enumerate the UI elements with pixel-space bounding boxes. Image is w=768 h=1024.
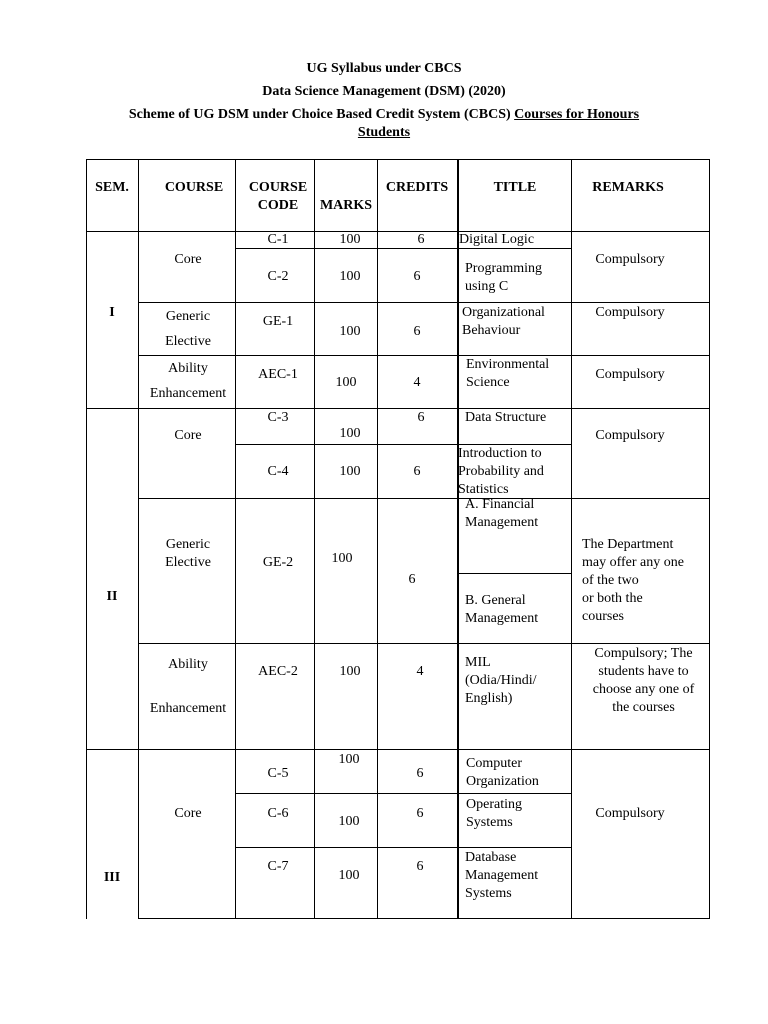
course-code: AEC-2: [258, 664, 298, 679]
marks: 100: [339, 464, 361, 479]
sem-label: II: [106, 589, 118, 604]
marks: 100: [339, 324, 361, 339]
course-title: Operating Systems: [466, 797, 522, 830]
marks: 100: [339, 664, 361, 679]
remarks: Compulsory: [595, 305, 665, 320]
column-divider: [86, 159, 87, 919]
document-subtitle: Data Science Management (DSM) (2020): [262, 84, 506, 99]
header-course-code: COURSE CODE: [248, 180, 308, 213]
course-type: Generic Elective: [165, 537, 211, 570]
remarks: Compulsory; The students have to choose any one of the courses: [592, 646, 695, 715]
scheme-heading: [0, 107, 768, 123]
course-type: Generic Elective: [165, 309, 211, 349]
marks: 100: [339, 232, 361, 247]
header-course: COURSE: [164, 180, 224, 195]
course-title: Organizational Behaviour: [462, 305, 545, 338]
course-title: Database Management Systems: [465, 850, 539, 901]
header-marks: MARKS: [319, 198, 373, 213]
course-type: Core: [174, 252, 202, 267]
course-title-option-b: B. General Management: [465, 593, 539, 626]
credits: 6: [416, 859, 424, 874]
course-title: Digital Logic: [459, 232, 535, 247]
marks: 100: [335, 375, 357, 390]
course-title: Introduction to Probability and Statistics: [458, 446, 544, 497]
sem2-bottom-border: [86, 749, 710, 750]
course-title: Environmental Science: [466, 357, 550, 390]
credits: 4: [416, 664, 424, 679]
scheme-heading-continued: [0, 125, 768, 141]
credits: 6: [416, 766, 424, 781]
course-code: C-2: [267, 269, 289, 284]
scheme-heading-text: Scheme of UG DSM under Choice Based Credit System (CBCS): [128, 107, 515, 122]
row-divider: [235, 793, 572, 794]
scheme-heading-underlined: Courses for Honours: [514, 107, 640, 122]
credits: 6: [413, 269, 421, 284]
table-right-border: [709, 159, 710, 919]
marks: 100: [339, 269, 361, 284]
course-code: C-6: [267, 806, 289, 821]
credits: 4: [413, 375, 421, 390]
remarks: Compulsory: [595, 367, 665, 382]
marks: 100: [338, 752, 360, 767]
row-divider: [138, 302, 710, 303]
row-divider: [138, 498, 710, 499]
course-type: Core: [174, 806, 202, 821]
row-divider: [138, 643, 710, 644]
scheme-heading-students: Students: [357, 125, 411, 140]
document-title: UG Syllabus under CBCS: [306, 61, 462, 76]
course-code: AEC-1: [258, 367, 298, 382]
marks: 100: [339, 426, 361, 441]
table-bottom-border: [138, 918, 710, 919]
course-title-option-a: A. Financial Management: [465, 497, 539, 530]
course-type: Ability Enhancement: [149, 657, 227, 716]
course-code: GE-2: [262, 555, 294, 570]
credits: 6: [417, 232, 425, 247]
sem-label: III: [103, 870, 121, 885]
course-code: C-5: [267, 766, 289, 781]
credits: 6: [417, 410, 425, 425]
credits: 6: [408, 572, 416, 587]
marks: 100: [338, 868, 360, 883]
course-type: Ability Enhancement: [149, 361, 227, 401]
marks: 100: [331, 551, 353, 566]
course-code: GE-1: [262, 314, 294, 329]
table-top-border: [86, 159, 710, 160]
row-divider: [235, 847, 572, 848]
header-sem: SEM.: [95, 180, 129, 195]
header-title: TITLE: [493, 180, 537, 195]
course-title: Computer Organization: [466, 756, 539, 789]
remarks: The Department may offer any one of the two or both the courses: [582, 537, 684, 624]
header-remarks: REMARKS: [592, 180, 664, 195]
remarks: Compulsory: [595, 252, 665, 267]
credits: 6: [413, 464, 421, 479]
sem-label: I: [109, 305, 115, 320]
course-title: Programming using C: [465, 261, 542, 294]
credits: 6: [413, 324, 421, 339]
remarks: Compulsory: [595, 806, 665, 821]
course-type: Core: [174, 428, 202, 443]
credits: 6: [416, 806, 424, 821]
marks: 100: [338, 814, 360, 829]
course-title: MIL (Odia/Hindi/ English): [465, 655, 537, 706]
course-code: C-1: [267, 232, 289, 247]
course-code: C-7: [267, 859, 289, 874]
remarks: Compulsory: [595, 428, 665, 443]
course-code: C-4: [267, 464, 289, 479]
course-title: Data Structure: [465, 410, 547, 425]
course-code: C-3: [267, 410, 289, 425]
header-credits: CREDITS: [385, 180, 449, 195]
row-divider: [458, 573, 572, 574]
